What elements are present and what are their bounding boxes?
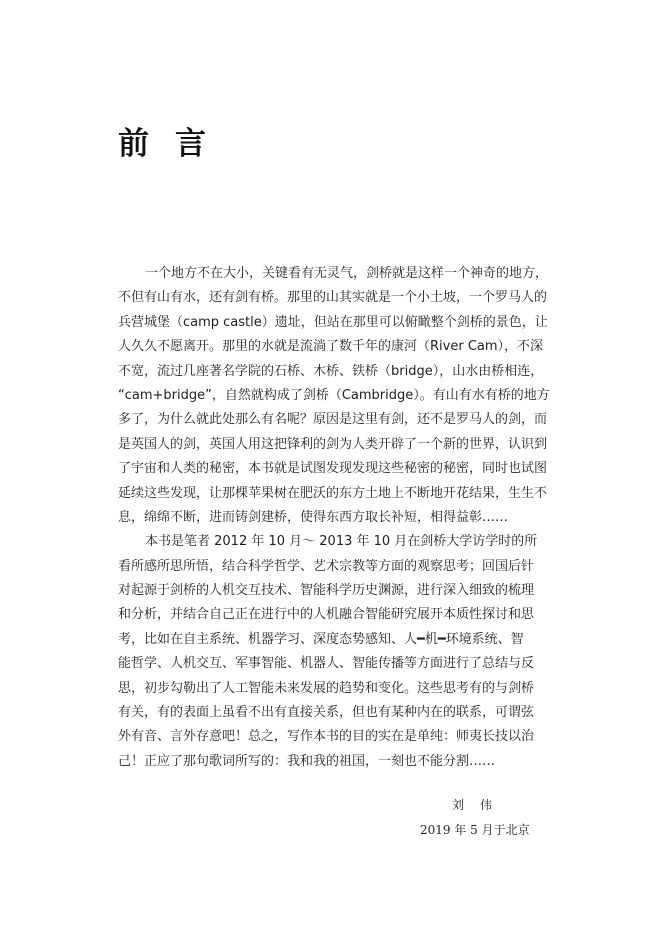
author-signature — [452, 796, 492, 813]
paragraph-2-line: 和分析，并结合自己正在进行中的人机融合智能研究展开本质性探讨和思 — [118, 607, 535, 623]
paragraph-1-line: 一个地方不在大小，关键看有无灵气，剑桥就是这样一个神奇的地方， — [145, 266, 549, 281]
signature-date: 2019 年 5 月于北京 — [420, 823, 530, 837]
paragraph-2-line: 能哲学、人机交互、军事智能、机器人、智能传播等方面进行了总结与反 — [118, 656, 535, 672]
paragraph-2-line: 对起源于剑桥的人机交互技术、智能科学历史渊源，进行深入细致的梳理 — [118, 583, 535, 599]
paragraph-1-line: “cam+bridge”，自然就构成了剑桥（Cambridge）。有山有水有桥的地方 — [118, 387, 550, 403]
paragraph-2-line: 有关，有的表面上虽看不出有直接关系，但也有某种内在的联系，可谓弦 — [118, 705, 535, 721]
paragraph-1-line: 不但有山有水，还有剑有桥。那里的山其实就是一个小土坡，一个罗马人的 — [118, 290, 548, 306]
page-title — [118, 118, 206, 163]
paragraph-2-line: 看所感所思所悟，结合科学哲学、艺术宗教等方面的观察思考；回国后针 — [118, 558, 535, 574]
paragraph-1-line: 延续这些发现，让那棵苹果树在肥沃的东方土地上不断地开花结果，生生不 — [118, 485, 548, 501]
paragraph-2-line: 考，比如在自主系统、机器学习、深度态势感知、人━机━环境系统、智 — [118, 631, 524, 647]
paragraph-1-line: 是英国人的剑，英国人用这把锋利的剑为人类开辟了一个新的世界，认识到 — [118, 436, 548, 452]
paragraph-1-line: 不宽，流过几座著名学院的石桥、木桥、铁桥（bridge），山水由桥相连， — [118, 363, 544, 379]
title-char-2: 言 — [175, 126, 206, 162]
paragraph-2-line: 外有音、言外存意吧！总之，写作本书的目的实在是单纯：师夷长技以治 — [118, 729, 535, 745]
title-char-1: 前 — [118, 126, 149, 162]
paragraph-1-line: 了宇宙和人类的秘密，本书就是试图发现发现这些秘密的秘密，同时也试图 — [118, 461, 548, 477]
paragraph-2-line: 己！正应了那句歌词所写的：我和我的祖国，一刻也不能分割…… — [118, 753, 496, 769]
paragraph-1-line: 人久久不愿离开。那里的水就是流淌了数千年的康河（River Cam），不深 — [118, 339, 544, 355]
paragraph-1-line: 多了，为什么就此处那么有名呢？原因是这里有剑，还不是罗马人的剑，而 — [118, 412, 548, 428]
paragraph-2-line: 思，初步勾勒出了人工智能未来发展的趋势和变化。这些思考有的与剑桥 — [118, 680, 535, 696]
paragraph-1-line: 兵营城堡（camp castle）遗址，但站在那里可以俯瞰整个剑桥的景色，让 — [118, 314, 548, 330]
paragraph-2-line: 本书是笔者 2012 年 10 月～ 2013 年 10 月在剑桥大学访学时的所 — [145, 534, 538, 550]
author-name-char-2: 伟 — [480, 798, 493, 812]
paragraph-1-line: 息，绵绵不断，进而铸剑建桥，使得东西方取长补短，相得益彰…… — [118, 509, 509, 525]
author-name-char-1: 刘 — [452, 798, 465, 812]
preface-body — [118, 262, 552, 774]
